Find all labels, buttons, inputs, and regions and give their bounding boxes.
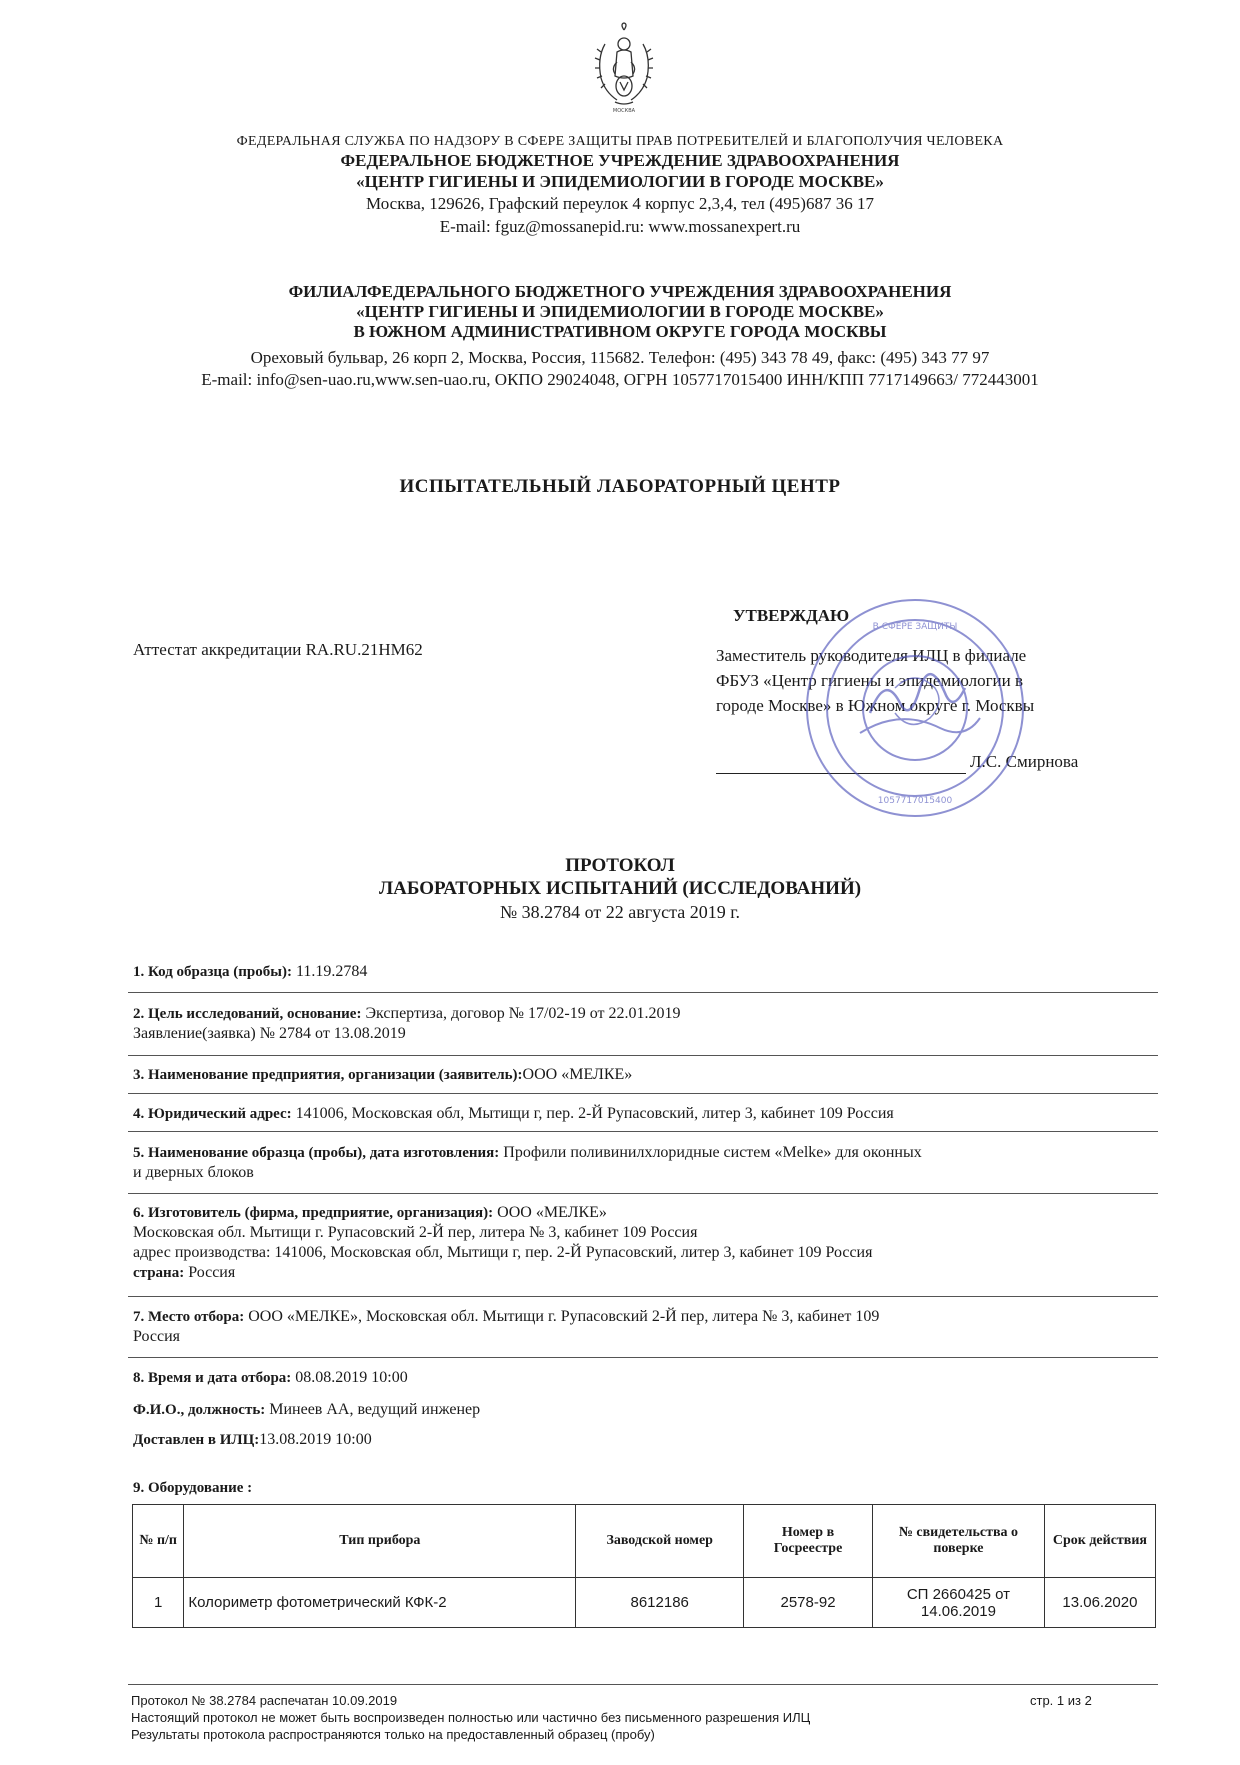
section-sampling-place bbox=[133, 1307, 1158, 1347]
section-value: Минеев АА, ведущий инженер bbox=[265, 1401, 481, 1418]
protocol-number: № 38.2784 от 22 августа 2019 г. bbox=[499, 902, 741, 922]
section-label: Доставлен в ИЛЦ: bbox=[133, 1432, 260, 1448]
section-value: ООО «МЕЛКЕ» bbox=[493, 1204, 607, 1221]
production-address: адрес производства: 141006, Московская обл, Мытищи г, пер. 2-Й Рупасовский, литер 3, кабинет 109 Россия bbox=[133, 1244, 873, 1261]
divider bbox=[128, 1357, 1158, 1358]
col-header-index: № п/п bbox=[133, 1505, 184, 1578]
footer-notice-reproduction: Настоящий протокол не может быть воспроизведен полностью или частично без письменного разрешения ИЛЦ bbox=[131, 1710, 811, 1725]
table-row bbox=[133, 1578, 1156, 1628]
institution-contacts: E-mail: fguz@mossanepid.ru: www.mossanexpert.ru bbox=[439, 217, 801, 236]
section-label: 8. Время и дата отбора: bbox=[133, 1370, 292, 1386]
country-value: Россия bbox=[184, 1264, 236, 1281]
section-value: 13.08.2019 10:00 bbox=[259, 1431, 372, 1448]
section-value: ООО «МЕЛКЕ», Московская обл. Мытищи г. Рупасовский 2-Й пер, литера № 3, кабинет 109 bbox=[244, 1308, 880, 1325]
section-sampling-time bbox=[133, 1368, 1158, 1388]
col-header-valid-until: Срок действия bbox=[1044, 1505, 1155, 1578]
branch-name-line3: В ЮЖНОМ АДМИНИСТРАТИВНОМ ОКРУГЕ ГОРОДА МОСКВЫ bbox=[353, 322, 887, 341]
section-value: 141006, Московская обл, Мытищи г, пер. 2-Й Рупасовский, литер 3, кабинет 109 Россия bbox=[291, 1105, 894, 1122]
institution-address: Москва, 129626, Графский переулок 4 корпус 2,3,4, тел (495)687 36 17 bbox=[366, 194, 874, 213]
cell-registry: 2578-92 bbox=[744, 1578, 873, 1628]
section-sample-name bbox=[133, 1143, 1158, 1183]
section-value-line2: Россия bbox=[133, 1328, 181, 1345]
section-value: Профили поливинилхлоридные систем «Melke» для оконных bbox=[499, 1144, 922, 1161]
section-value: Экспертиза, договор № 17/02-19 от 22.01.2019 bbox=[361, 1005, 681, 1022]
signer-name: Л.С. Смирнова bbox=[970, 752, 1079, 771]
cell-device-type: Колориметр фотометрический КФК-2 bbox=[184, 1578, 576, 1628]
col-header-device-type: Тип прибора bbox=[184, 1505, 576, 1578]
section-label: 7. Место отбора: bbox=[133, 1309, 245, 1325]
section-legal-address bbox=[133, 1104, 1158, 1124]
section-value-line2: Заявление(заявка) № 2784 от 13.08.2019 bbox=[133, 1025, 406, 1042]
table-header-row bbox=[133, 1505, 1156, 1578]
footer-divider bbox=[128, 1684, 1158, 1685]
institution-name-line1: ФЕДЕРАЛЬНОЕ БЮДЖЕТНОЕ УЧРЕЖДЕНИЕ ЗДРАВООХРАНЕНИЯ bbox=[340, 151, 900, 170]
approval-line1: Заместитель руководителя ИЛЦ в филиале bbox=[716, 646, 1027, 665]
approval-title: УТВЕРЖДАЮ bbox=[733, 606, 850, 625]
branch-contacts: E-mail: info@sen-uao.ru,www.sen-uao.ru, ОКПО 29024048, ОГРН 1057717015400 ИНН/КПП 7717149663/ 772443001 bbox=[201, 370, 1039, 389]
section-label: Ф.И.О., должность: bbox=[133, 1402, 266, 1418]
section-label: 4. Юридический адрес: bbox=[133, 1106, 292, 1122]
section-manufacturer bbox=[133, 1203, 1158, 1283]
section-value: 08.08.2019 10:00 bbox=[291, 1369, 408, 1386]
section-label: 6. Изготовитель (фирма, предприятие, организация): bbox=[133, 1205, 494, 1221]
section-label: 2. Цель исследований, основание: bbox=[133, 1006, 362, 1022]
institution-name-line2: «ЦЕНТР ГИГИЕНЫ И ЭПИДЕМИОЛОГИИ В ГОРОДЕ МОСКВЕ» bbox=[356, 172, 884, 191]
lab-title: ИСПЫТАТЕЛЬНЫЙ ЛАБОРАТОРНЫЙ ЦЕНТР bbox=[399, 476, 841, 497]
protocol-title: ПРОТОКОЛ bbox=[565, 855, 675, 876]
section-label: 1. Код образца (пробы): bbox=[133, 964, 292, 980]
manufacturer-address: Московская обл. Мытищи г. Рупасовский 2-Й пер, литера № 3, кабинет 109 Россия bbox=[133, 1224, 698, 1241]
agency-name: ФЕДЕРАЛЬНАЯ СЛУЖБА ПО НАДЗОРУ В СФЕРЕ ЗАЩИТЫ ПРАВ ПОТРЕБИТЕЛЕЙ И БЛАГОПОЛУЧИЯ ЧЕЛОВЕКА bbox=[236, 134, 1004, 149]
seal-stamp bbox=[800, 593, 1030, 823]
cell-serial: 8612186 bbox=[576, 1578, 744, 1628]
page-number: стр. 1 из 2 bbox=[1030, 1693, 1092, 1708]
svg-text:1057717015400: 1057717015400 bbox=[877, 796, 953, 806]
col-header-certificate: № свидетельства о поверке bbox=[872, 1505, 1044, 1578]
section-delivered bbox=[133, 1430, 1158, 1450]
section-sample-code bbox=[133, 962, 1158, 982]
section-responsible-person bbox=[133, 1400, 1158, 1420]
protocol-subtitle: ЛАБОРАТОРНЫХ ИСПЫТАНИЙ (ИССЛЕДОВАНИЙ) bbox=[378, 878, 862, 899]
svg-text:МОСКВА: МОСКВА bbox=[612, 108, 636, 114]
section-purpose bbox=[133, 1004, 1158, 1044]
section-label: 3. Наименование предприятия, организации (заявитель): bbox=[133, 1067, 523, 1083]
divider bbox=[128, 992, 1158, 993]
divider bbox=[128, 1193, 1158, 1194]
section-value-line2: и дверных блоков bbox=[133, 1164, 254, 1181]
section-applicant bbox=[133, 1065, 1158, 1085]
footer-notice-scope: Результаты протокола распространяются только на предоставленный образец (пробу) bbox=[131, 1727, 655, 1742]
equipment-table bbox=[132, 1504, 1156, 1628]
approval-line2: ФБУЗ «Центр гигиены и эпидемиологии в bbox=[716, 671, 1024, 690]
approval-line3: городе Москве» в Южном округе г. Москвы bbox=[716, 696, 1035, 715]
cell-valid-until: 13.06.2020 bbox=[1044, 1578, 1155, 1628]
cell-index: 1 bbox=[133, 1578, 184, 1628]
col-header-serial: Заводской номер bbox=[576, 1505, 744, 1578]
section-value: ООО «МЕЛКЕ» bbox=[522, 1066, 633, 1083]
footer-printed: Протокол № 38.2784 распечатан 10.09.2019 bbox=[131, 1693, 398, 1708]
divider bbox=[128, 1131, 1158, 1132]
branch-address: Ореховый бульвар, 26 корп 2, Москва, Россия, 115682. Телефон: (495) 343 78 49, факс: (495) 343 77 97 bbox=[250, 348, 990, 367]
cell-certificate: СП 2660425 от 14.06.2019 bbox=[872, 1578, 1044, 1628]
section-value: 11.19.2784 bbox=[291, 963, 368, 980]
col-header-registry: Номер в Госреестре bbox=[744, 1505, 873, 1578]
accreditation-certificate: Аттестат аккредитации RA.RU.21НМ62 bbox=[133, 640, 423, 659]
section-label: 9. Оборудование : bbox=[133, 1480, 253, 1496]
divider bbox=[128, 1055, 1158, 1056]
section-equipment bbox=[133, 1478, 1158, 1498]
section-label: 5. Наименование образца (пробы), дата изготовления: bbox=[133, 1145, 500, 1161]
branch-name-line1: ФИЛИАЛФЕДЕРАЛЬНОГО БЮДЖЕТНОГО УЧРЕЖДЕНИЯ ЗДРАВООХРАНЕНИЯ bbox=[288, 282, 952, 301]
svg-text:В СФЕРЕ ЗАЩИТЫ: В СФЕРЕ ЗАЩИТЫ bbox=[872, 622, 958, 632]
branch-name-line2: «ЦЕНТР ГИГИЕНЫ И ЭПИДЕМИОЛОГИИ В ГОРОДЕ МОСКВЕ» bbox=[356, 302, 884, 321]
emblem-icon bbox=[593, 22, 655, 114]
divider bbox=[128, 1296, 1158, 1297]
divider bbox=[128, 1093, 1158, 1094]
country-label: страна: bbox=[133, 1265, 185, 1281]
